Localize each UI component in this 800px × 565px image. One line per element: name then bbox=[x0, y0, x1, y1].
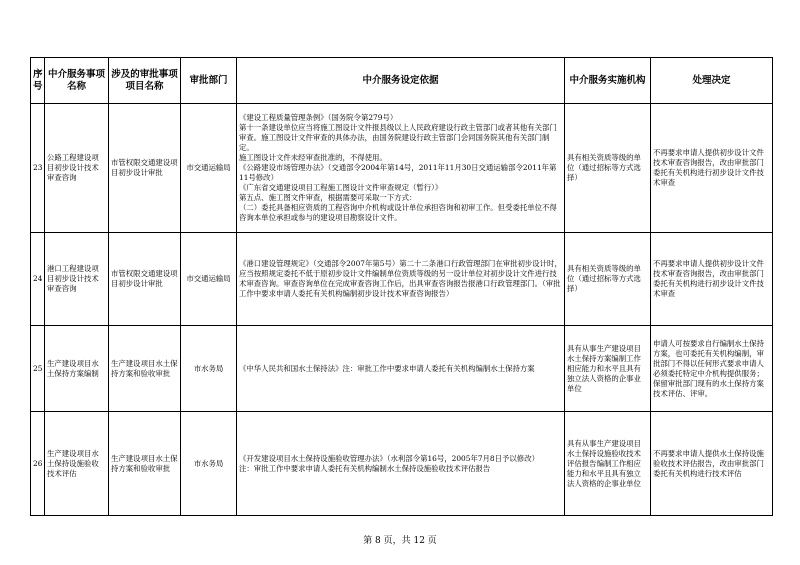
cell-basis bbox=[237, 326, 565, 412]
header-no: 序号 bbox=[31, 58, 45, 104]
cell-no: 23 bbox=[31, 104, 45, 233]
header-approval: 涉及的审批事项项目名称 bbox=[109, 58, 181, 104]
cell-decision: 申请人可按要求自行编制水土保持方案，也可委托有关机构编制，审批部门不得以任何形式要求申请人必须委托特定中介机构提供服务；保留审批部门现有的水土保持方案技术评估、评审。 bbox=[651, 326, 773, 412]
cell-decision: 不再要求申请人提供初步设计文件技术审查咨询报告，改由审批部门委托有关机构进行初步设计文件技术审查 bbox=[651, 233, 773, 326]
cell-dept: 市交通运输局 bbox=[181, 233, 237, 326]
basis-line: 《建设工程质量管理条例》（国务院令第279号） bbox=[239, 113, 398, 122]
header-decision: 处理决定 bbox=[651, 58, 773, 104]
table-row bbox=[31, 412, 773, 516]
cell-dept: 市交通运输局 bbox=[181, 104, 237, 233]
basis-line: 《开发建设项目水土保持设施验收管理办法》（水利部令第16号，2005年7月8日予以修改） bbox=[239, 453, 539, 463]
basis-line: 注：审批工作中要求申请人委托有关机构编制水土保持设施验收技术评估报告 bbox=[239, 463, 491, 473]
cell-dept: 市水务局 bbox=[181, 326, 237, 412]
cell-approval: 市管权限交通建设项目初步设计审批 bbox=[109, 104, 181, 233]
basis-line: 《港口建设管理规定》（交通部令2007年第5号）第二十二条港口行政管理部门在审批初步设计时，应当按照规定委托不低于原初步设计文件编制单位资质等级的另一设计单位对初步设计文件进行技术审查咨询。审查咨询单位在完成审查咨询工作后，出具审查咨询报告报港口行政管理部门。（审批工作中要求申请人委托有关机构编制初步设计技术审查咨询报告） bbox=[239, 259, 562, 298]
cell-no: 25 bbox=[31, 326, 45, 412]
table-row bbox=[31, 233, 773, 326]
basis-line: 第五点、施工图文件审查，根据需要可采取一下方式： bbox=[239, 193, 417, 202]
cell-basis bbox=[237, 104, 565, 233]
cell-agency: 具有相关资质等级的单位（通过招标等方式选择） bbox=[565, 233, 651, 326]
cell-agency: 具有从事生产建设项目水土保持方案编制工作相应能力和水平且具有独立法人资格的企事业单位 bbox=[565, 326, 651, 412]
cell-agency: 具有从事生产建设项目水土保持设施验收技术评估报告编制工作相应能力和水平且具有独立法人资格的企事业单位 bbox=[565, 412, 651, 516]
header-item: 中介服务事项名称 bbox=[45, 58, 109, 104]
cell-approval: 生产建设项目水土保持方案和验收审批 bbox=[109, 326, 181, 412]
cell-item: 港口工程建设项目初步设计技术审查咨询 bbox=[45, 233, 109, 326]
cell-no: 24 bbox=[31, 233, 45, 326]
basis-line: 第十一条建设单位应当将施工图设计文件报县级以上人民政府建设行政主管部门或者其他有关部门审查。施工图设计文件审查的具体办法，由国务院建设行政主管部门会同国务院其他有关部门制定。 bbox=[239, 123, 557, 152]
cell-item: 生产建设项目水土保持设施验收技术评估 bbox=[45, 412, 109, 516]
basis-line: （二）委托具备相应资质的工程咨询中介机构或设计单位承担咨询和初审工作。但受委托单位不得咨询本单位承担或参与的建设项目勘察设计文件。 bbox=[239, 203, 557, 222]
basis-line: 《公路建设市场管理办法》（交通部令2004年第14号，2011年11月30日交通运输部令2011年第11号修改） bbox=[239, 163, 557, 182]
header-dept: 审批部门 bbox=[181, 58, 237, 104]
basis-line: 《广东省交通建设项目工程施工图设计文件审查规定（暂行）》 bbox=[239, 183, 443, 192]
table-row bbox=[31, 326, 773, 412]
header-basis: 中介服务设定依据 bbox=[237, 58, 565, 104]
cell-item: 生产建设项目水土保持方案编制 bbox=[45, 326, 109, 412]
basis-line: 《中华人民共和国水土保持法》注：审批工作中要求申请人委托有关机构编制水土保持方案 bbox=[239, 363, 535, 373]
cell-decision: 不再要求申请人提供水土保持设施验收技术评估报告，改由审批部门委托有关机构进行技术评估 bbox=[651, 412, 773, 516]
cell-no: 26 bbox=[31, 412, 45, 516]
table-row bbox=[31, 104, 773, 233]
cell-basis bbox=[237, 233, 565, 326]
header-agency: 中介服务实施机构 bbox=[565, 58, 651, 104]
cell-agency: 具有相关资质等级的单位（通过招标等方式选择） bbox=[565, 104, 651, 233]
cell-approval: 生产建设项目水土保持方案和验收审批 bbox=[109, 412, 181, 516]
cell-basis bbox=[237, 412, 565, 516]
basis-line: 施工图设计文件未经审查批准的，不得使用。 bbox=[239, 153, 387, 162]
page-footer: 第 8 页，共 12 页 bbox=[363, 536, 437, 546]
intermediary-service-table bbox=[30, 57, 773, 516]
cell-dept: 市水务局 bbox=[181, 412, 237, 516]
header-row bbox=[31, 58, 773, 104]
cell-approval: 市管权限交通建设项目初步设计审批 bbox=[109, 233, 181, 326]
cell-decision: 不再要求申请人提供初步设计文件技术审查咨询报告，改由审批部门委托有关机构进行初步设计文件技术审查 bbox=[651, 104, 773, 233]
cell-item: 公路工程建设项目初步设计技术审查咨询 bbox=[45, 104, 109, 233]
